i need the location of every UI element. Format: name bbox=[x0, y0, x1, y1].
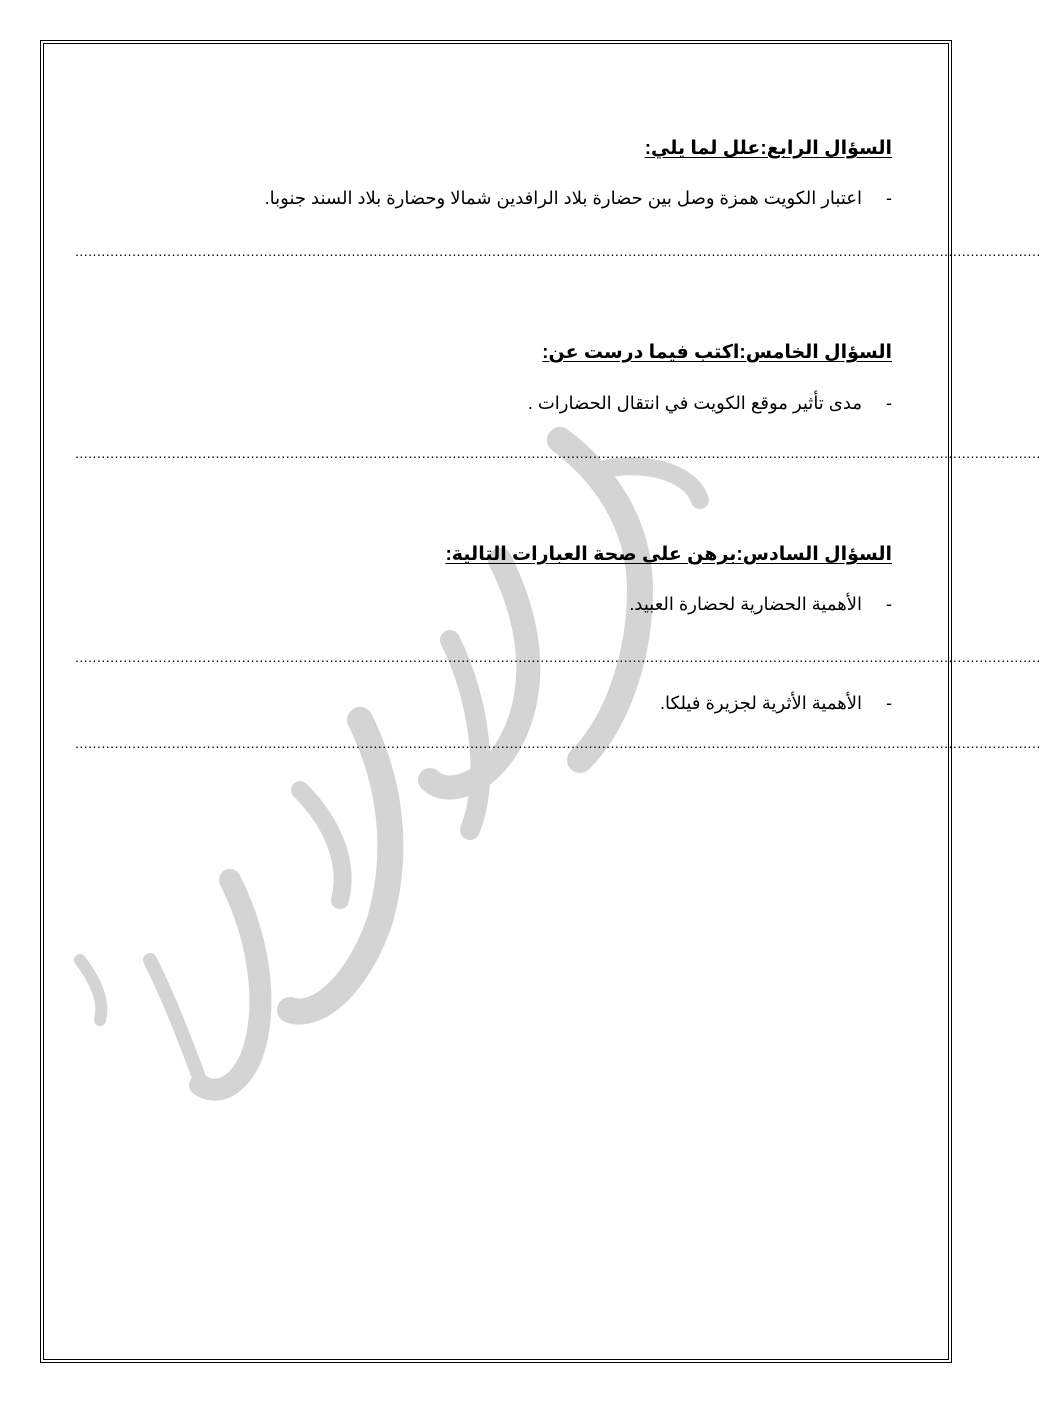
bullet-dash: - bbox=[886, 393, 892, 413]
question-5-item-text: مدى تأثير موقع الكويت في انتقال الحضارات . bbox=[527, 393, 862, 413]
answer-line-q6-2[interactable]: ............................................................................................................................................................................................................................ bbox=[75, 735, 1041, 751]
question-4-item-text: اعتبار الكويت همزة وصل بين حضارة بلاد الرافدين شمالا وحضارة بلاد السند جنوبا. bbox=[264, 188, 862, 208]
answer-line-q4[interactable]: ............................................................................................................................................................................................................................ bbox=[75, 243, 1041, 259]
question-5-item bbox=[528, 393, 892, 414]
bullet-dash: - bbox=[886, 188, 892, 208]
question-6-item-2-text: الأهمية الأثرية لجزيرة فيلكا. bbox=[660, 693, 862, 713]
bullet-dash: - bbox=[886, 594, 892, 614]
question-4-title: السؤال الرابع:علل لما يلي: bbox=[644, 138, 892, 159]
answer-line-q6-1[interactable]: ............................................................................................................................................................................................................................ bbox=[75, 649, 1041, 665]
answer-line-q5[interactable]: ............................................................................................................................................................................................................................ bbox=[75, 445, 1041, 461]
question-6-item-2 bbox=[660, 693, 892, 714]
bullet-dash: - bbox=[886, 693, 892, 713]
question-4-item bbox=[265, 188, 892, 209]
question-6-item-1 bbox=[629, 594, 892, 615]
question-5-title: السؤال الخامس:اكتب فيما درست عن: bbox=[542, 342, 892, 363]
question-6-item-1-text: الأهمية الحضارية لحضارة العبيد. bbox=[629, 594, 862, 614]
question-6-title: السؤال السادس:برهن على صحة العبارات التالية: bbox=[445, 544, 892, 565]
